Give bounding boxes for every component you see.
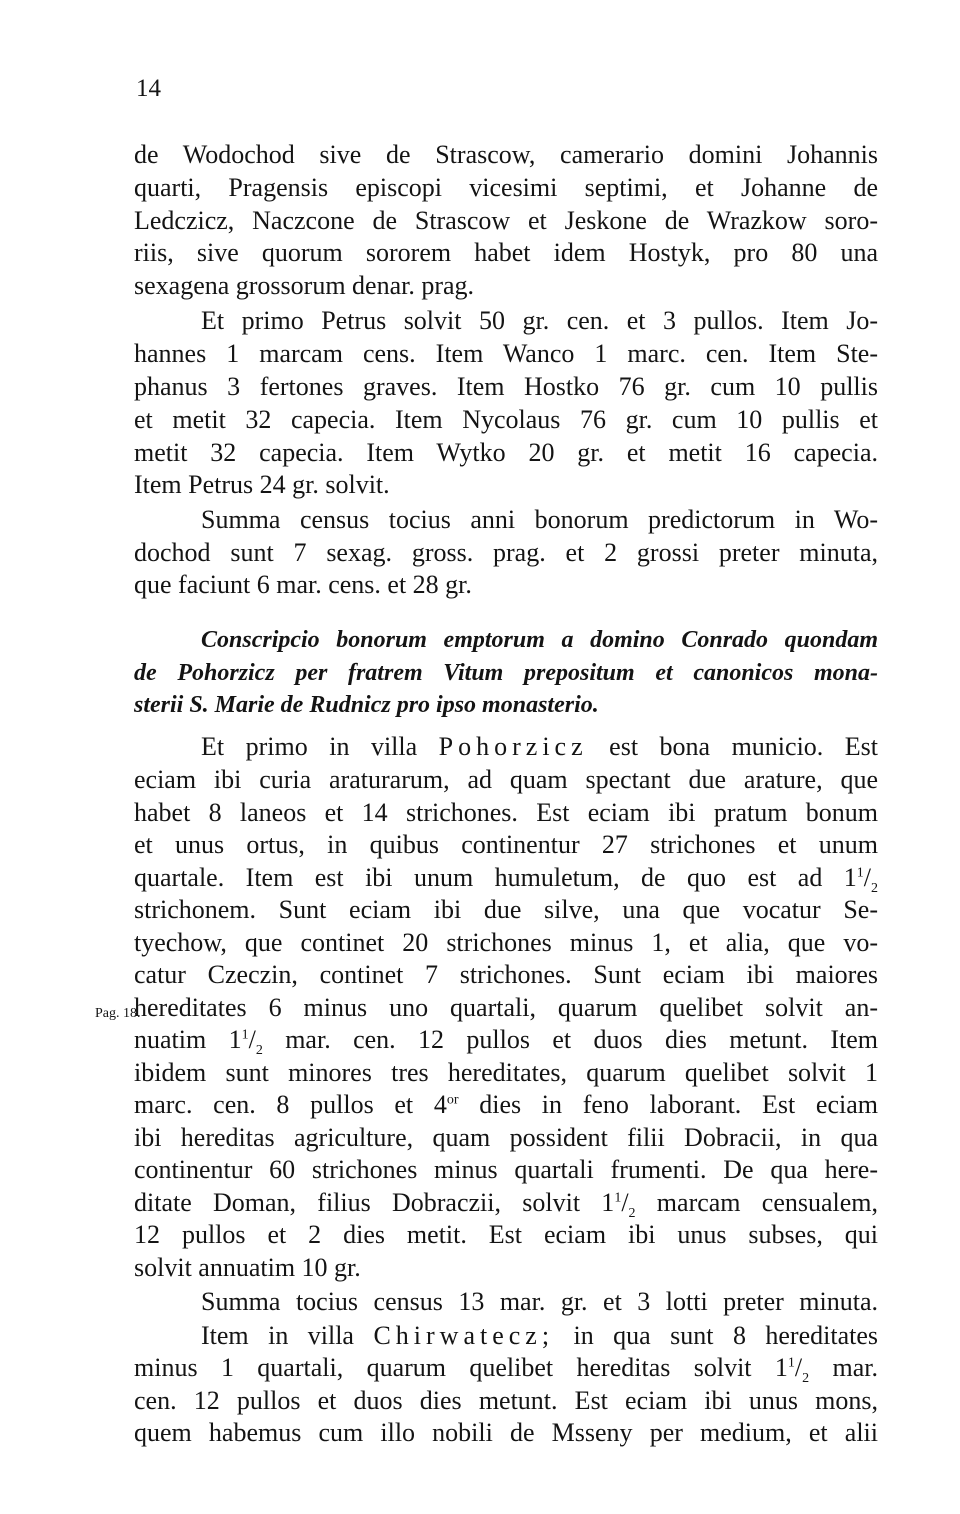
- text-line: marc. cen. 8 pullos et $4^{or}$ dies in feno laborant. Est eciam: [134, 1090, 878, 1119]
- text-line: metit 32 capecia. Item Wytko 20 gr. et metit 16 capecia.: [134, 438, 878, 467]
- text-line: hannes 1 marcam cens. Item Wanco 1 marc. cen. Item Ste-: [134, 339, 878, 368]
- text-line: hereditates 6 minus uno quartali, quarum quelibet solvit an-: [134, 993, 878, 1022]
- section-heading-line: Conscripcio bonorum emptorum a domino Conrado quondam: [201, 627, 878, 653]
- place-name: Pohorzicz: [438, 732, 588, 761]
- section-heading-line: sterii S. Marie de Rudnicz pro ipso monasterio.: [134, 692, 599, 718]
- text-line: de Wodochod sive de Strascow, camerario domini Johannis: [134, 140, 878, 169]
- text-line: strichonem. Sunt eciam ibi due silve, una que vocatur Se-: [134, 895, 878, 924]
- text-line: Item Petrus 24 gr. solvit.: [134, 470, 390, 499]
- text-line: eciam ibi curia araturarum, ad quam spectant due arature, que: [134, 765, 878, 794]
- text-line: solvit annuatim 10 gr.: [134, 1253, 361, 1282]
- text-line: ibidem sunt minores tres hereditates, quarum quelibet solvit 1: [134, 1058, 878, 1087]
- text-line: quartale. Item est ibi unum humuletum, de quo est ad $1^1/_2$: [134, 863, 878, 895]
- text-line: ibi hereditas agriculture, quam possident filii Dobracii, in qua: [134, 1123, 878, 1152]
- text-line: sexagena grossorum denar. prag.: [134, 271, 475, 300]
- section-heading-line: de Pohorzicz per fratrem Vitum prepositum et canonicos mona-: [134, 660, 878, 686]
- text-line: et metit 32 capecia. Item Nycolaus 76 gr. cum 10 pullis et: [134, 405, 878, 434]
- text-line: Summa census tocius anni bonorum predictorum in Wo-: [201, 505, 878, 534]
- margin-page-reference: Pag. 18.: [95, 1006, 141, 1021]
- text-line: riis, sive quorum sororem habet idem Hostyk, pro 80 una: [134, 238, 878, 267]
- text-line: Item in villa Chirwatecz; in qua sunt 8 hereditates: [201, 1321, 878, 1350]
- text-line: phanus 3 fertones graves. Item Hostko 76 gr. cum 10 pullis: [134, 372, 878, 401]
- place-name: Chirwatecz;: [373, 1321, 555, 1350]
- text-line: minus 1 quartali, quarum quelibet hereditas solvit $1^1/_2$ mar.: [134, 1353, 878, 1385]
- text-line: cen. 12 pullos et duos dies metunt. Est eciam ibi unus mons,: [134, 1386, 878, 1415]
- page-number: 14: [136, 75, 161, 102]
- text-line: catur Czeczin, continet 7 strichones. Sunt eciam ibi maiores: [134, 960, 878, 989]
- text-line: ditate Doman, filius Dobraczii, solvit $1^1/_2$ marcam censualem,: [134, 1188, 878, 1220]
- text-line: Et primo in villa Pohorzicz est bona municio. Est: [201, 732, 878, 761]
- text-line: 12 pullos et 2 dies metit. Est eciam ibi unus subses, qui: [134, 1220, 878, 1249]
- text-line: tyechow, que continet 20 strichones minus 1, et alia, que vo-: [134, 928, 878, 957]
- text-line: continentur 60 strichones minus quartali frumenti. De qua here-: [134, 1155, 878, 1184]
- text-line: que faciunt 6 mar. cens. et 28 gr.: [134, 570, 472, 599]
- text-line: Summa tocius census 13 mar. gr. et 3 lotti preter minuta.: [201, 1287, 878, 1316]
- text-line: quem habemus cum illo nobili de Msseny per medium, et alii: [134, 1418, 878, 1447]
- text-line: nuatim $1^1/_2$ mar. cen. 12 pullos et duos dies metunt. Item: [134, 1025, 878, 1057]
- text-line: Ledczicz, Naczcone de Strascow et Jeskone de Wrazkow soro-: [134, 206, 878, 235]
- text-line: quarti, Pragensis episcopi vicesimi septimi, et Johanne de: [134, 173, 878, 202]
- text-line: dochod sunt 7 sexag. gross. prag. et 2 grossi preter minuta,: [134, 538, 878, 567]
- text-line: Et primo Petrus solvit 50 gr. cen. et 3 pullos. Item Jo-: [201, 306, 878, 335]
- text-line: habet 8 laneos et 14 strichones. Est eciam ibi pratum bonum: [134, 798, 878, 827]
- text-line: et unus ortus, in quibus continentur 27 strichones et unum: [134, 830, 878, 859]
